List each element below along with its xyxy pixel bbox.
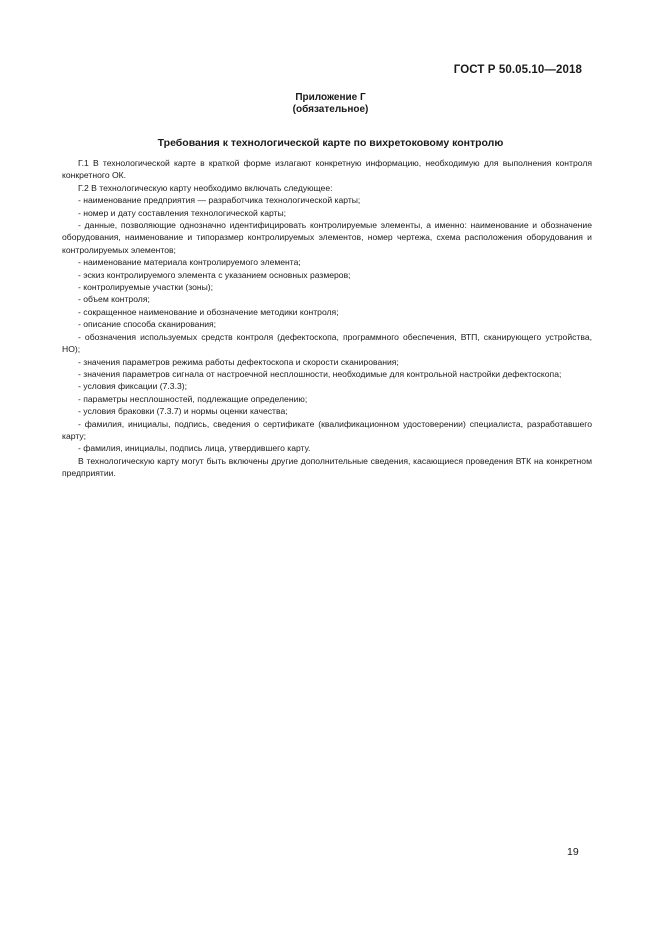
list-item: - фамилия, инициалы, подпись лица, утвердившего карту. [78, 443, 311, 454]
standard-code: ГОСТ Р 50.05.10—2018 [453, 64, 582, 76]
appendix-label: Приложение Г [295, 92, 366, 103]
paragraph: В технологическую карту могут быть включены другие дополнительные сведения, касающиеся проведения ВТК на конкретном предприятии. [62, 455, 592, 479]
list-item: - обозначения используемых средств контроля (дефектоскопа, программного обеспечения, ВТП, сканирующего устройства, НО); [62, 331, 592, 355]
list-item: - объем контроля; [78, 294, 150, 305]
list-item: - данные, позволяющие однозначно идентифицировать контролируемые элементы, а именно: наименование и обозначение оборудования, наименование и типоразмер контролируемых элементов, номер чертежа, схема расположения оборудования и контролируемых элементов; [62, 220, 592, 255]
section-title: Требования к технологической карте по вихретоковому контролю [157, 137, 504, 149]
body-text [62, 157, 592, 480]
page-number: 19 [567, 846, 579, 858]
list-item: - описание способа сканирования; [78, 319, 217, 330]
list-item: - номер и дату составления технологической карты; [78, 207, 287, 218]
list-item: - контролируемые участки (зоны); [78, 282, 214, 293]
paragraph: Г.1 В технологической карте в краткой форме излагают конкретную информацию, необходимую для выполнения контроля конкретного ОК. [62, 158, 592, 181]
list-item: - параметры несплошностей, подлежащие определению; [78, 393, 308, 404]
list-item: - условия фиксации (7.3.3); [78, 381, 187, 392]
list-item: - наименование материала контролируемого элемента; [78, 257, 301, 268]
list-item: - значения параметров сигнала от настроечной несплошности, необходимые для контрольной настройки дефектоскопа; [78, 368, 562, 379]
list-item: - условия браковки (7.3.7) и нормы оценки качества; [78, 406, 288, 417]
list-item: - сокращенное наименование и обозначение методики контроля; [78, 306, 339, 317]
appendix-status: (обязательное) [292, 104, 369, 115]
paragraph: Г.2 В технологическую карту необходимо включать следующее: [78, 182, 333, 193]
list-item: - фамилия, инициалы, подпись, сведения о сертификате (квалификационном удостоверении) специалиста, разработавшего карту; [62, 418, 592, 441]
list-item: - наименование предприятия — разработчика технологической карты; [78, 195, 361, 206]
list-item: - значения параметров режима работы дефектоскопа и скорости сканирования; [78, 356, 399, 367]
list-item: - эскиз контролируемого элемента с указанием основных размеров; [78, 269, 351, 280]
appendix-heading [0, 92, 661, 116]
